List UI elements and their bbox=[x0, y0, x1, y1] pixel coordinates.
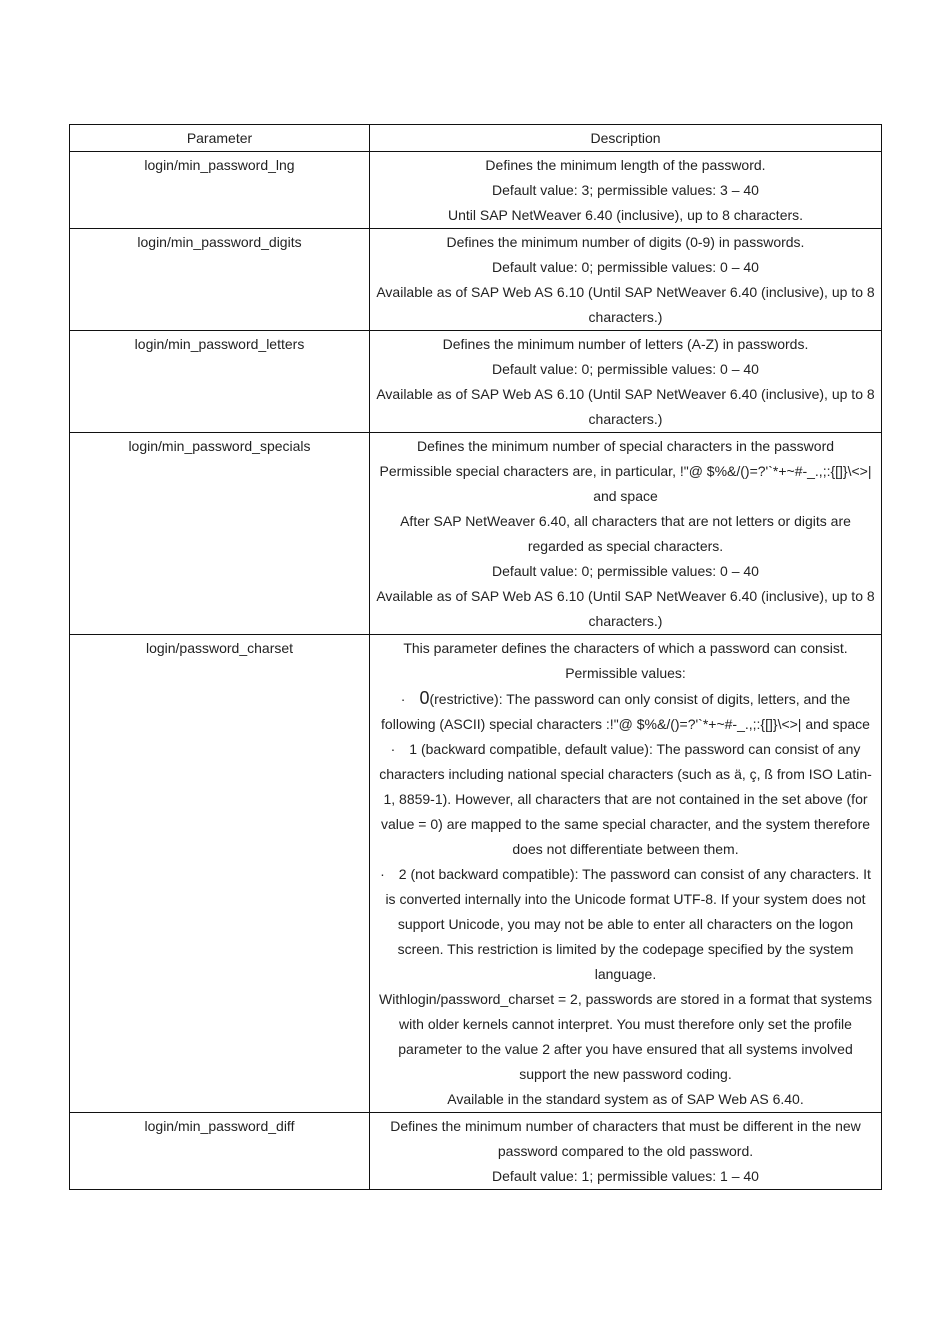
parameter-table bbox=[69, 124, 882, 1190]
parameter-cell bbox=[70, 1113, 370, 1190]
bullet-icon: · bbox=[390, 741, 396, 757]
parameter-name: login/password_charset bbox=[145, 640, 294, 656]
charset-intro: This parameter defines the characters of which a password can consist. bbox=[403, 640, 848, 656]
description-line: After SAP NetWeaver 6.40, all characters that are not letters or digits are regarded as special characters. bbox=[400, 513, 851, 554]
parameter-name: login/min_password_lng bbox=[144, 157, 295, 173]
table-row bbox=[70, 635, 882, 1113]
parameter-name: login/min_password_diff bbox=[144, 1118, 295, 1134]
table-row bbox=[70, 433, 882, 635]
description-line: Defines the minimum length of the password. bbox=[485, 157, 766, 173]
description-line: Until SAP NetWeaver 6.40 (inclusive), up to 8 characters. bbox=[447, 207, 804, 223]
option-0-text: (restrictive): The password can only consist of digits, letters, and the following (ASCII) special characters :!"@ $%&/()=?'`*+~#-_.,;:{[]}\<>| and space bbox=[381, 691, 870, 732]
description-line: Default value: 3; permissible values: 3 – 40 bbox=[492, 182, 759, 198]
description-line: Defines the minimum number of special characters in the password bbox=[416, 438, 835, 454]
charset-option-1 bbox=[376, 737, 875, 862]
header-parameter: Parameter bbox=[70, 125, 370, 152]
charset-note: Withlogin/password_charset = 2, passwords are stored in a format that systems with older kernels cannot interpret. You must therefore only set the profile parameter to the value 2 after you have ensured that all systems involved support the new password coding. bbox=[379, 991, 872, 1082]
document-page bbox=[69, 124, 881, 1190]
option-0-value: 0 bbox=[419, 688, 430, 708]
charset-values-label: Permissible values: bbox=[565, 665, 686, 681]
description-cell bbox=[370, 331, 882, 433]
description-cell bbox=[370, 152, 882, 229]
table-header-row bbox=[70, 125, 882, 152]
option-2-text: 2 (not backward compatible): The password can consist of any characters. It is converted internally into the Unicode format UTF-8. If your system does not support Unicode, you may not be able to enter all characters on the logon screen. This restriction is limited by the codepage specified by the system language. bbox=[385, 866, 871, 982]
table-row bbox=[70, 1113, 882, 1190]
description-line: Permissible special characters are, in particular, !"@ $%&/()=?'`*+~#-_.,;:{[]}\<>| and space bbox=[379, 463, 872, 504]
description-line: Default value: 0; permissible values: 0 – 40 bbox=[492, 563, 759, 579]
description-line: Available as of SAP Web AS 6.10 (Until SAP NetWeaver 6.40 (inclusive), up to 8 characters.) bbox=[376, 588, 875, 629]
table-row bbox=[70, 152, 882, 229]
description-line: Default value: 1; permissible values: 1 – 40 bbox=[492, 1168, 759, 1184]
description-cell bbox=[370, 229, 882, 331]
description-cell bbox=[370, 433, 882, 635]
charset-option-2 bbox=[376, 862, 875, 987]
parameter-cell bbox=[70, 635, 370, 1113]
header-description: Description bbox=[370, 125, 882, 152]
description-line: Default value: 0; permissible values: 0 – 40 bbox=[492, 259, 759, 275]
description-line: Available as of SAP Web AS 6.10 (Until SAP NetWeaver 6.40 (inclusive), up to 8 characters.) bbox=[376, 284, 875, 325]
description-line: Defines the minimum number of letters (A-Z) in passwords. bbox=[442, 336, 809, 352]
table-row bbox=[70, 331, 882, 433]
parameter-cell bbox=[70, 331, 370, 433]
parameter-name: login/min_password_specials bbox=[128, 438, 311, 454]
description-cell bbox=[370, 635, 882, 1113]
parameter-cell bbox=[70, 229, 370, 331]
parameter-cell bbox=[70, 433, 370, 635]
description-line: Default value: 0; permissible values: 0 – 40 bbox=[492, 361, 759, 377]
bullet-icon: · bbox=[380, 866, 385, 882]
parameter-name: login/min_password_digits bbox=[137, 234, 302, 250]
table-row bbox=[70, 229, 882, 331]
parameter-cell bbox=[70, 152, 370, 229]
description-line: Defines the minimum number of digits (0-9) in passwords. bbox=[446, 234, 805, 250]
parameter-name: login/min_password_letters bbox=[134, 336, 305, 352]
description-cell bbox=[370, 1113, 882, 1190]
description-line: Available as of SAP Web AS 6.10 (Until SAP NetWeaver 6.40 (inclusive), up to 8 characters.) bbox=[376, 386, 875, 427]
charset-availability: Available in the standard system as of SAP Web AS 6.40. bbox=[447, 1091, 804, 1107]
option-1-text: 1 (backward compatible, default value): The password can consist of any characters including national special characters (such as ä, ç, ß from ISO Latin-1, 8859-1). However, all characters that are not contained in the set above (for value = 0) are mapped to the same special character, and the system therefore does not differentiate between them. bbox=[379, 741, 872, 857]
description-line: Defines the minimum number of characters that must be different in the new password compared to the old password. bbox=[390, 1118, 861, 1159]
charset-option-0 bbox=[376, 686, 875, 737]
bullet-icon: · bbox=[400, 691, 406, 707]
